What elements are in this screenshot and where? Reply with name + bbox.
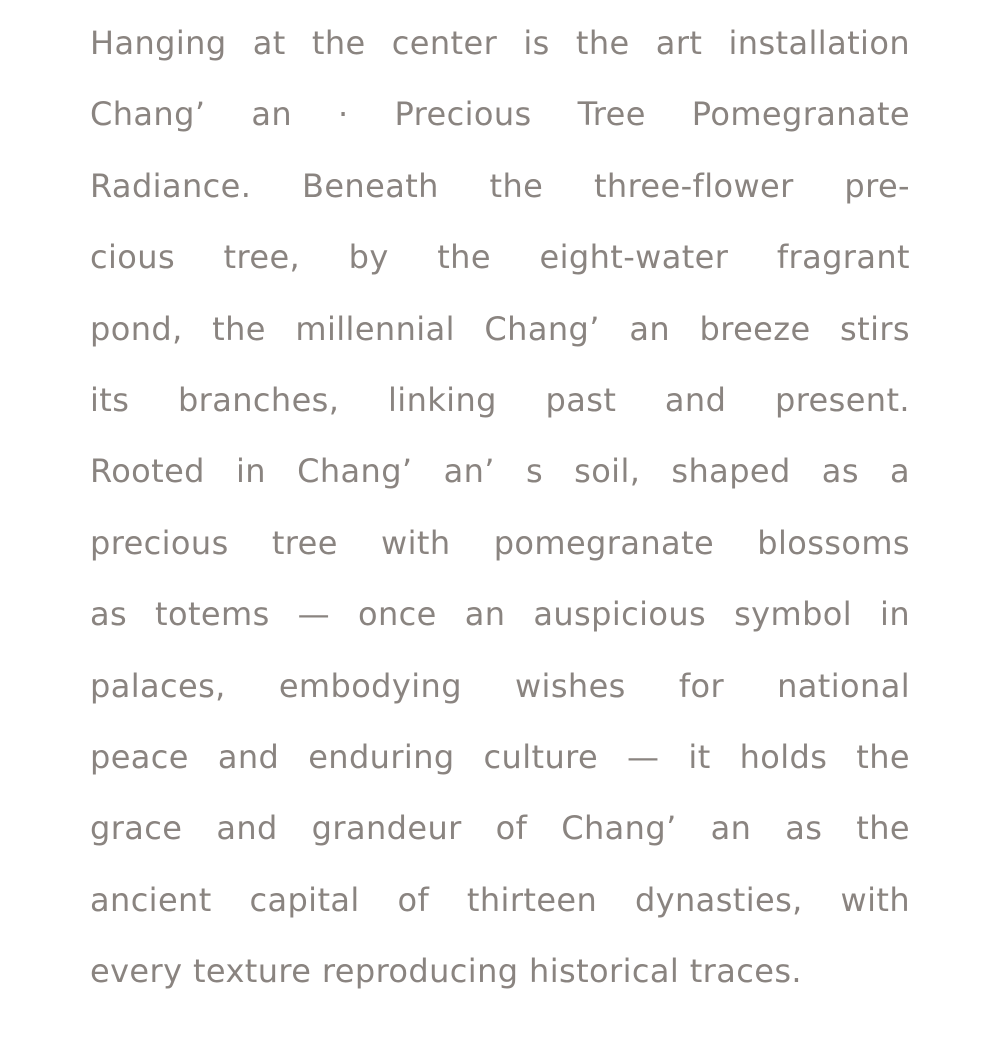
paragraph-line: Chang’ an · Precious Tree Pomegranate — [90, 95, 910, 134]
paragraph-line: precious tree with pomegranate blossoms — [90, 523, 910, 562]
paragraph-line: peace and enduring culture — it holds the — [90, 737, 910, 776]
paragraph-line: Radiance. Beneath the three-flower pre- — [90, 166, 910, 205]
paragraph-line: Hanging at the center is the art installation — [90, 24, 910, 62]
paragraph-line: its branches, linking past and present. — [90, 380, 910, 419]
paragraph-line: cious tree, by the eight-water fragrant — [90, 238, 910, 277]
paragraph-line: palaces, embodying wishes for national — [90, 666, 910, 705]
paragraph-line: grace and grandeur of Chang’ an as the — [90, 809, 910, 848]
paragraph-line: every texture reproducing historical traces. — [90, 952, 802, 991]
description-paragraph — [90, 8, 910, 1007]
paragraph-line: Rooted in Chang’ an’ s soil, shaped as a — [90, 452, 910, 491]
paragraph-line: pond, the millennial Chang’ an breeze stirs — [90, 309, 910, 348]
paragraph-line: ancient capital of thirteen dynasties, with — [90, 880, 910, 919]
paragraph-line: as totems — once an auspicious symbol in — [90, 595, 910, 634]
